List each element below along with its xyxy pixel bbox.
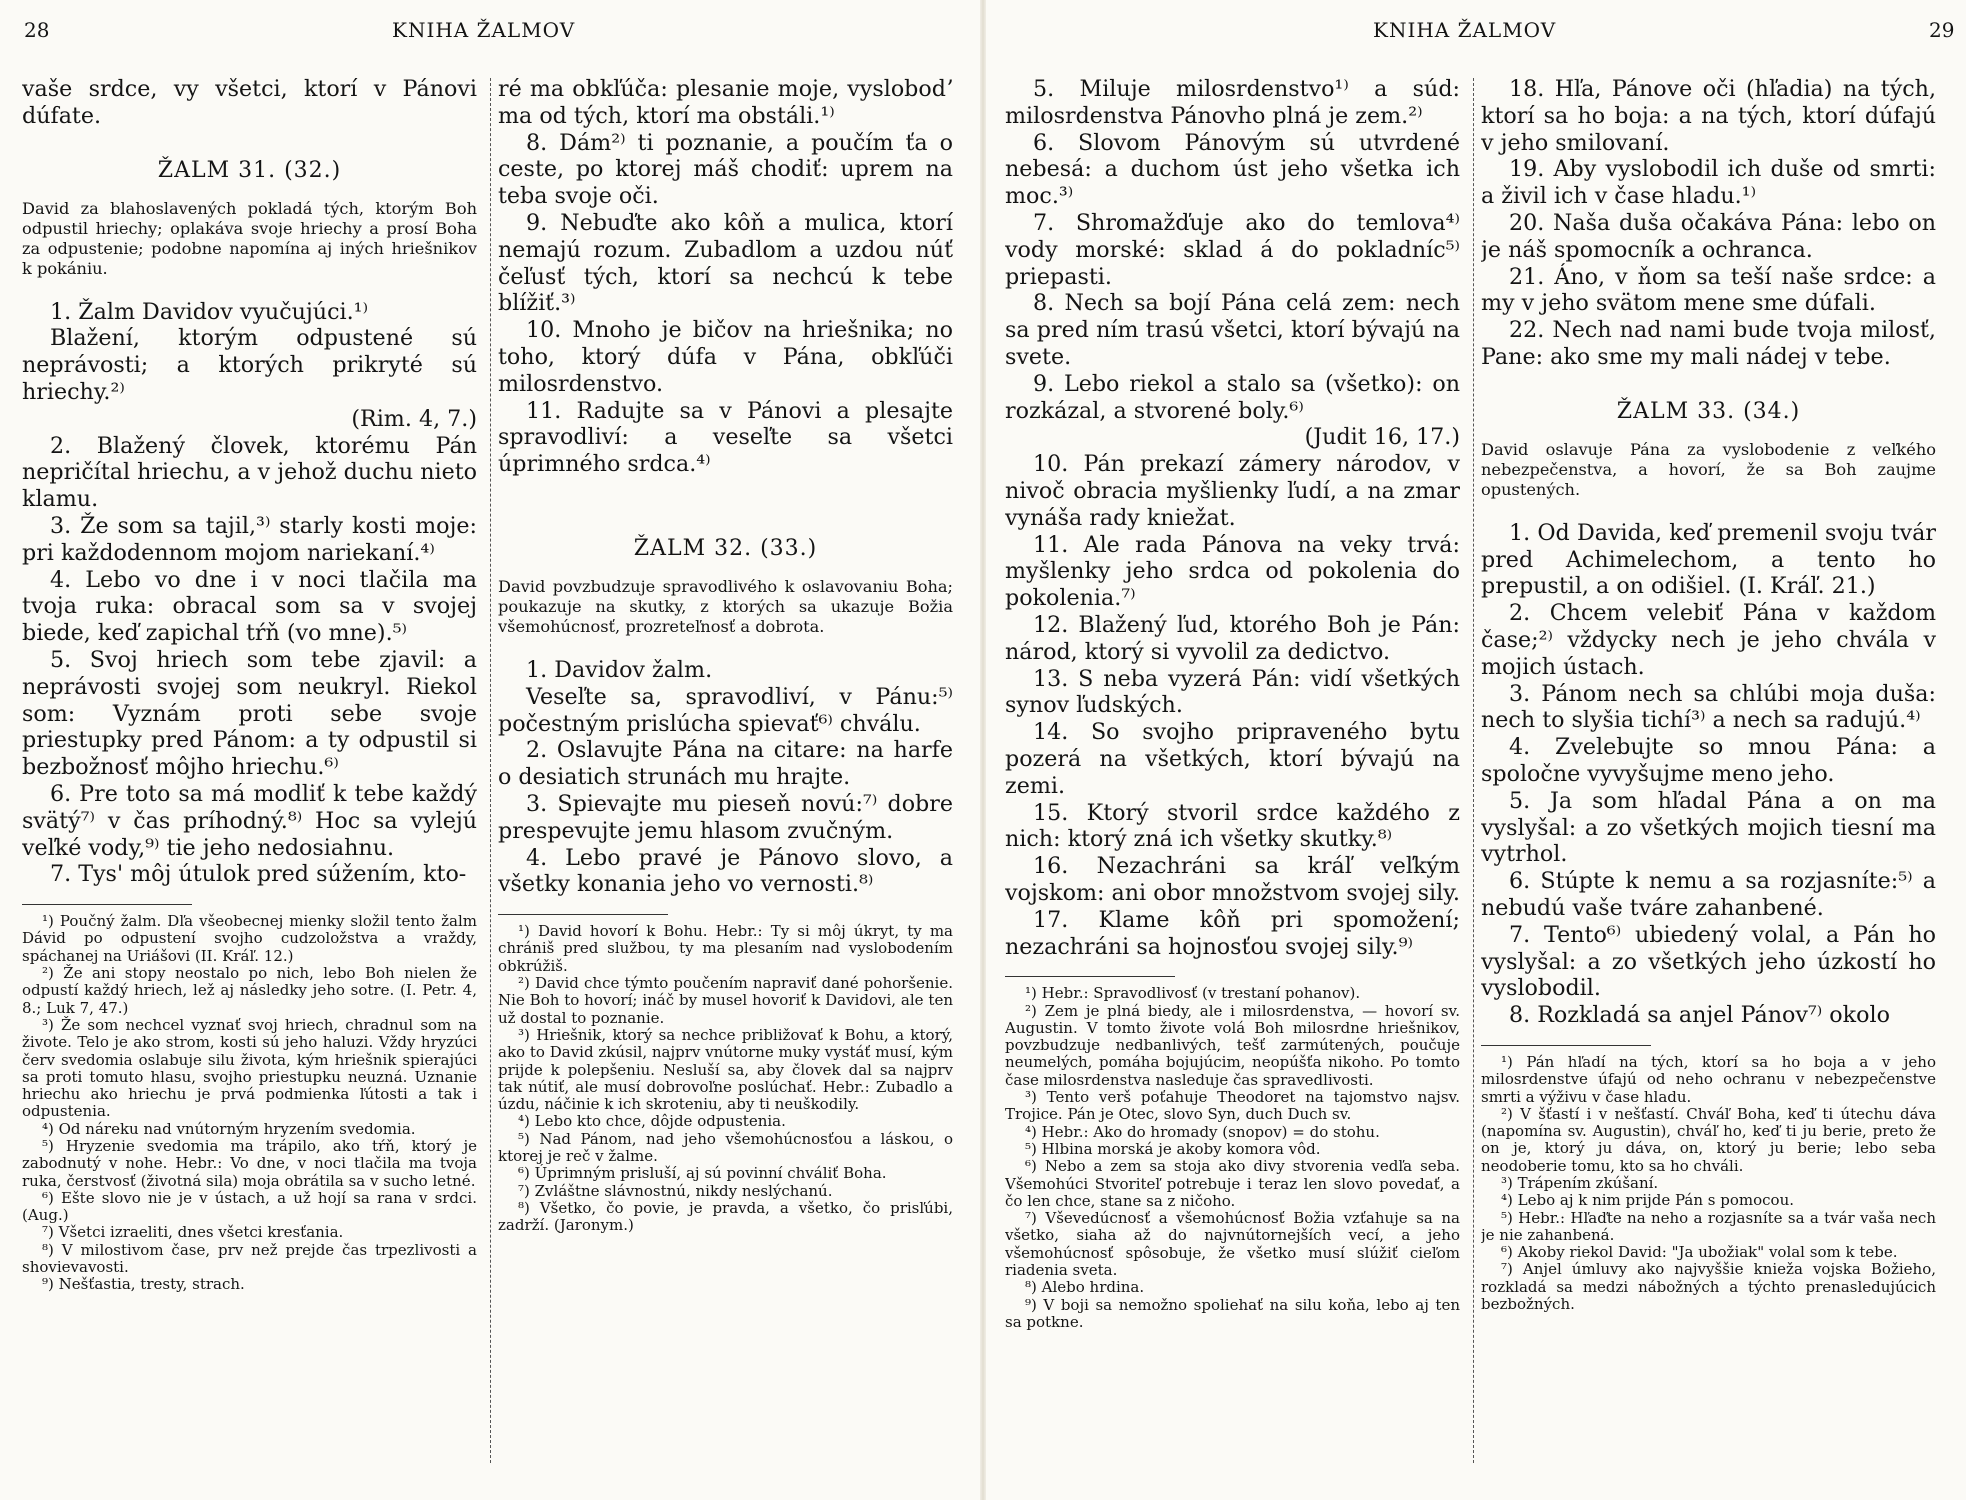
footnote: ⁴) Lebo aj k nim prijde Pán s pomocou. [1501, 1191, 1795, 1210]
verse: 2. Blažený človek, ktorému Pán nepričítal hriechu, a v jehož duchu nieto klamu. [22, 432, 477, 513]
footnote: ⁶) Nebo a zem sa stoja ako divy stvorenia vedľa seba. Všemohúci Stvoriteľ potrebuje i teraz len slovo povedať, a čo len chce, stane sa z ničoho. [1005, 1157, 1460, 1210]
verse: 11. Ale rada Pánova na veky trvá: myšlenky jeho srdca od pokolenia do pokolenia.⁷⁾ [1005, 531, 1460, 612]
verse: 5. Ja som hľadal Pána a on ma vyslyšal: a zo všetkých mojich tiesní ma vytrhol. [1481, 787, 1936, 868]
footnote: ²) Zem je plná biedy, ale i milosrdenstva, — hovorí sv. Augustin. V tomto živote volá Boh milosrdne hriešnikov, povzbudzuje nedbanlivých, tešť zarmútených, poučuje neumelých, pomáha bojujúcim, neopúšťa nikoho. Po tomto čase milosrdenstva nasleduje čas spravedlivosti. [1005, 1001, 1460, 1089]
footnote: ⁴) Od náreku nad vnútorným hryzením svedomia. [42, 1119, 416, 1138]
verse: 13. S neba vyzerá Pán: vidí všetkých synov ľudských. [1005, 665, 1460, 719]
verse: 4. Lebo vo dne i v noci tlačila ma tvoja ruka: obracal som sa v svojej biede, keď zapichal tŕň (vo mne).⁵⁾ [22, 566, 477, 647]
page-number: 28 [24, 18, 50, 42]
verse: 6. Pre toto sa má modliť k tebe každý svätý⁷⁾ v čas príhodný.⁸⁾ Hoc sa vylejú veľké vody,⁹⁾ tie jeho nedosiahnu. [22, 780, 477, 861]
footnote: ¹) Pán hľadí na tých, ktorí sa ho boja a v jeho milosrdenstve úfajú od neho ochranu v nebezpečenstve smrti a výživu v čase hladu. [1481, 1052, 1936, 1106]
verse: 3. Pánom nech sa chlúbi moja duša: nech to slyšia tichí³⁾ a nech sa radujú.⁴⁾ [1481, 680, 1936, 734]
citation: (Rim. 4, 7.) [351, 405, 477, 432]
psalm-summary: David oslavuje Pána za vyslobodenie z veľkého nebezpečenstva, a hovorí, že sa Boh zaujme opustených. [1481, 439, 1936, 499]
verse: 16. Nezachráni sa kráľ veľkým vojskom: ani obor množstvom svojej sily. [1005, 853, 1460, 906]
footnote-rule [1005, 976, 1175, 977]
psalm-title: ŽALM 32. (33.) [633, 535, 818, 561]
verse: 22. Nech nad nami bude tvoja milosť, Pane: ako sme my mali nádej v tebe. [1481, 317, 1936, 370]
footnote: ⁹) V boji sa nemožno spoliehať na silu koňa, lebo aj ten sa potkne. [1005, 1295, 1460, 1331]
footnote: ⁸) Alebo hrdina. [1025, 1278, 1145, 1297]
verse: 12. Blažený ľud, ktorého Boh je Pán: národ, ktorý si vyvolil za dedictvo. [1005, 611, 1460, 665]
running-header: KNIHA ŽALMOV [1373, 18, 1557, 42]
verse: 10. Mnoho je bičov na hriešnika; no toho, ktorý dúfa v Pána, obkľúči milosrdenstvo. [498, 317, 953, 397]
left-column-1 [22, 76, 477, 1476]
footnote: ⁴) Hebr.: Ako do hromady (snopov) = do stohu. [1025, 1122, 1380, 1141]
verse: 9. Lebo riekol a stalo sa (všetko): on rozkázal, a stvorené boly.⁶⁾ [1005, 370, 1460, 424]
verse: 1. Davidov žalm. [526, 656, 713, 683]
footnote: ⁶) Akoby riekol David: "Ja ubožiak" volal som k tebe. [1501, 1243, 1898, 1262]
verse: 8. Rozkladá sa anjel Pánov⁷⁾ okolo [1509, 1002, 1890, 1029]
verse: 2. Oslavujte Pána na citare: na harfe o desiatich strunách mu hrajte. [498, 737, 953, 791]
verse: 15. Ktorý stvoril srdce každého z nich: ktorý zná ich všetky skutky.⁸⁾ [1005, 799, 1460, 853]
verse: 8. Dám²⁾ ti poznanie, a poučím ťa o ceste, po ktorej máš chodiť: uprem na teba svoje oči. [498, 129, 953, 210]
verse: Blažení, ktorým odpustené sú neprávosti; a ktorých prikryté sú hriechy.²⁾ [22, 325, 477, 405]
text-line: ré ma obkľúča: plesanie moje, vyslobodʼ ma od tých, ktorí ma obstáli.¹⁾ [498, 76, 953, 129]
verse: 5. Svoj hriech som tebe zjavil: a neprávosti svojej som neukryl. Riekol som: Vyznám proti sebe svoje priestupky pred Pánom: a ty odpustil si bezbožnosť môjho hriechu.⁶⁾ [22, 646, 477, 781]
verse: 19. Aby vyslobodil ich duše od smrti: a živil ich v čase hladu.¹⁾ [1481, 156, 1936, 210]
verse: 9. Nebuďte ako kôň a mulica, ktorí nemajú rozum. Zubadlom a uzdou núť čeľusť tých, ktorí sa nechcú k tebe blížiť.³⁾ [498, 209, 953, 317]
verse: 6. Stúpte k nemu a sa rozjasníte:⁵⁾ a nebudú vaše tváre zahanbené. [1481, 868, 1936, 921]
verse: 1. Žalm Davidov vyučujúci.¹⁾ [50, 298, 369, 325]
psalm-summary: David za blahoslavených pokladá tých, ktorým Boh odpustil hriechy; oplakáva svoje hriechy a prosí Boha za odpustenie; podobne napomína aj iných hriešnikov k pokániu. [22, 198, 477, 278]
footnote: ³) Tento verš poťahuje Theodoret na tajomstvo najsv. Trojice. Pán je Otec, slovo Syn, duch Duch sv. [1005, 1088, 1460, 1124]
page-number: 29 [1929, 18, 1955, 42]
footnote: ⁵) Nad Pánom, nad jeho všemohúcnosťou a láskou, o ktorej je reč v žalme. [498, 1129, 953, 1165]
left-column-2 [498, 76, 953, 1476]
text-line: vaše srdce, vy všetci, ktorí v Pánovi dúfate. [22, 76, 477, 129]
footnote: ³) Trápením zkúšaní. [1501, 1173, 1659, 1192]
verse: 8. Nech sa bojí Pána celá zem: nech sa pred ním trasú všetci, ktorí bývajú na svete. [1005, 290, 1460, 370]
footnote-rule [22, 904, 192, 905]
verse: 2. Chcem velebiť Pána v každom čase;²⁾ vždycky nech je jeho chvála v mojich ústach. [1481, 600, 1936, 680]
footnote-rule [1481, 1045, 1651, 1046]
verse: 6. Slovom Pánovým sú utvrdené nebesá: a duchom úst jeho všetka ich moc.³⁾ [1005, 129, 1460, 210]
verse: Veseľte sa, spravodliví, v Pánu:⁵⁾ počestným prislúcha spievať⁶⁾ chválu. [498, 683, 953, 737]
verse: 7. Tys' môj útulok pred súžením, kto- [50, 861, 467, 888]
footnote: ²) V šťastí i v nešťastí. Chváľ Boha, keď ti útechu dáva (napomína sv. Augustin), chváľ ho, keď ti ju berie, preto že on je, ktorý ju dáva, on, ktorý ju berie; lebo seba neodoberie tomu, kto sa ho chváli. [1481, 1104, 1936, 1175]
footnote: ⁷) Zvláštne slávnostnú, nikdy neslýchanú. [518, 1181, 833, 1200]
footnote: ⁶) Ešte slovo nie je v ústach, a už hojí sa rana v srdci. (Aug.) [22, 1188, 477, 1225]
footnote: ⁴) Lebo kto chce, dôjde odpustenia. [518, 1112, 786, 1131]
column-divider [1473, 78, 1474, 1463]
footnote: ⁵) Hebr.: Hľaďte na neho a rozjasníte sa a tvár vaša nech je nie zahanbená. [1481, 1208, 1936, 1244]
footnote: ³) Že som nechcel vyznať svoj hriech, chradnul som na živote. Telo je ako strom, kosti sú jeho haluzi. Vždy hryzúci červ svedomia oslabuje silu života, kým hriešnik spierajúci sa proti tomuto hlasu, svojho priestupku neuzná. Uznanie hriechu ako hriechu je prvá podmienka ľútosti a tak i odpustenia. [22, 1015, 477, 1121]
verse: 11. Radujte sa v Pánovi a plesajte spravodliví: a veseľte sa všetci úprimného srdca.⁴⁾ [498, 397, 953, 478]
footnote: ⁷) Všetci izraeliti, dnes všetci kresťania. [42, 1223, 344, 1242]
right-page [983, 0, 1966, 1500]
verse: 14. So svojho pripraveného bytu pozerá na všetkých, ktorí bývajú na zemi. [1005, 719, 1460, 799]
verse: 18. Hľa, Pánove oči (hľadia) na tých, ktorí sa ho boja: a na tých, ktorí dúfajú v jeho smilovaní. [1481, 76, 1936, 156]
footnote: ⁵) Hlbina morská je akoby komora vôd. [1025, 1139, 1321, 1158]
footnote: ⁸) V milostivom čase, prv než prejde čas trpezlivosti a shovievavosti. [22, 1240, 477, 1277]
psalm-summary: David povzbudzuje spravodlivého k oslavovaniu Boha; poukazuje na skutky, z ktorých sa ukazuje Božia všemohúcnosť, prozreteľnosť a dobrota. [498, 576, 953, 636]
verse: 7. Shromažďuje ako do temlova⁴⁾ vody morské: sklad á do pokladníc⁵⁾ priepasti. [1005, 209, 1460, 290]
footnote: ⁹) Nešťastia, tresty, strach. [42, 1275, 245, 1294]
footnote: ¹) Poučný žalm. Dľa všeobecnej mienky složil tento žalm Dávid po odpustení svojho cudzoložstva a vraždy, spáchanej na Uriášovi (II. Kráľ. 12.) [22, 912, 477, 965]
footnote: ⁷) Vševedúcnosť a všemohúcnosť Božia vzťahuje sa na všetko, siaha až do najvnútornejších vecí, a jeho všemohúcnosť spôsobuje, že všetko musí slúžiť cieľom riadenia sveta. [1005, 1209, 1460, 1280]
right-column-2 [1481, 76, 1936, 1476]
column-divider [490, 78, 491, 1463]
verse: 10. Pán prekazí zámery národov, v nivoč obracia myšlienky ľudí, a na zmar vynáša rady kniežat. [1005, 451, 1460, 531]
verse: 4. Zvelebujte so mnou Pána: a spoločne vyvyšujme meno jeho. [1481, 734, 1936, 787]
verse: 3. Že som sa tajil,³⁾ starly kosti moje: pri každodennom mojom nariekaní.⁴⁾ [22, 512, 477, 566]
footnote: ⁶) Úprimným prisluší, aj sú povinní chváliť Boha. [518, 1164, 887, 1183]
footnote: ¹) David hovorí k Bohu. Hebr.: Ty si môj úkryt, ty ma chrániš pred službou, ty ma plesaním nad vyslobodením obkrúžiš. [498, 922, 953, 975]
verse: 3. Spievajte mu pieseň novú:⁷⁾ dobre prespevujte jemu hlasom zvučným. [498, 790, 953, 844]
footnote: ³) Hriešnik, ktorý sa nechce približovať k Bohu, a ktorý, ako to David zkúsil, najprv vnútorne muky vystáť musí, kým prijde k polepšeniu. Nesluší sa, aby človek dal sa najprv tak nútiť, ale musí dobrovoľne poslúchať. Hebr.: Zubadlo a úzdu, náčinie k ich skroteniu, aby ti neuškodily. [498, 1025, 953, 1114]
verse: 21. Áno, v ňom sa teší naše srdce: a my v jeho svätom mene sme dúfali. [1481, 263, 1936, 317]
citation: (Judit 16, 17.) [1304, 424, 1460, 451]
footnotes [498, 923, 953, 1234]
psalm-title: ŽALM 33. (34.) [1616, 398, 1801, 424]
footnotes [1005, 985, 1460, 1331]
right-column-1 [1005, 76, 1460, 1476]
verse: 7. Tento⁶⁾ ubiedený volal, a Pán ho vyslyšal: a zo všetkých jeho úzkostí ho vyslobodil. [1481, 921, 1936, 1002]
footnote: ²) David chce týmto poučením napraviť dané pohoršenie. Nie Boh to hovorí; ináč by musel hovoriť k Davidovi, ale ten už dostal to poznanie. [498, 974, 953, 1027]
verse: 4. Lebo pravé je Pánovo slovo, a všetky konania jeho vo vernosti.⁸⁾ [498, 844, 953, 898]
footnote: ⁷) Anjel úmluvy ako najvyššie knieža vojska Božieho, rozkladá sa medzi nábožných a týchto prenasledujúcich bezbožných. [1481, 1260, 1936, 1314]
footnote: ⁵) Hryzenie svedomia ma trápilo, ako tŕň, ktorý je zabodnutý v nohe. Hebr.: Vo dne, v noci tlačila ma tvoja ruka, čerstvosť (životná sila) moja obrátila sa v sucho letné. [22, 1136, 477, 1190]
footnote: ²) Že ani stopy neostalo po nich, lebo Boh nielen že odpustí každý hriech, lež aj následky jeho sotre. (I. Petr. 4, 8.; Luk 7, 47.) [22, 964, 477, 1017]
footnote: ⁸) Všetko, čo povie, je pravda, a všetko, čo prisľúbi, zadrží. (Jaronym.) [498, 1198, 953, 1235]
footnotes [1481, 1054, 1936, 1313]
verse: 20. Naša duša očakáva Pána: lebo on je náš spomocník a ochranca. [1481, 209, 1936, 263]
running-header: KNIHA ŽALMOV [392, 18, 576, 42]
verse: 17. Klame kôň pri spomožení; nezachráni sa hojnosťou svojej sily.⁹⁾ [1005, 906, 1460, 960]
footnote: ¹) Hebr.: Spravodlivosť (v trestaní pohanov). [1025, 984, 1361, 1003]
verse: 1. Od Davida, keď premenil svoju tvár pred Achimelechom, a tento ho prepustil, a on odišiel. (I. Kráľ. 21.) [1481, 519, 1936, 600]
verse: 5. Miluje milosrdenstvo¹⁾ a súd: milosrdenstva Pánovho plná je zem.²⁾ [1005, 76, 1460, 129]
psalm-title: ŽALM 31. (32.) [157, 157, 342, 183]
footnotes [22, 913, 477, 1294]
footnote-rule [498, 914, 668, 915]
